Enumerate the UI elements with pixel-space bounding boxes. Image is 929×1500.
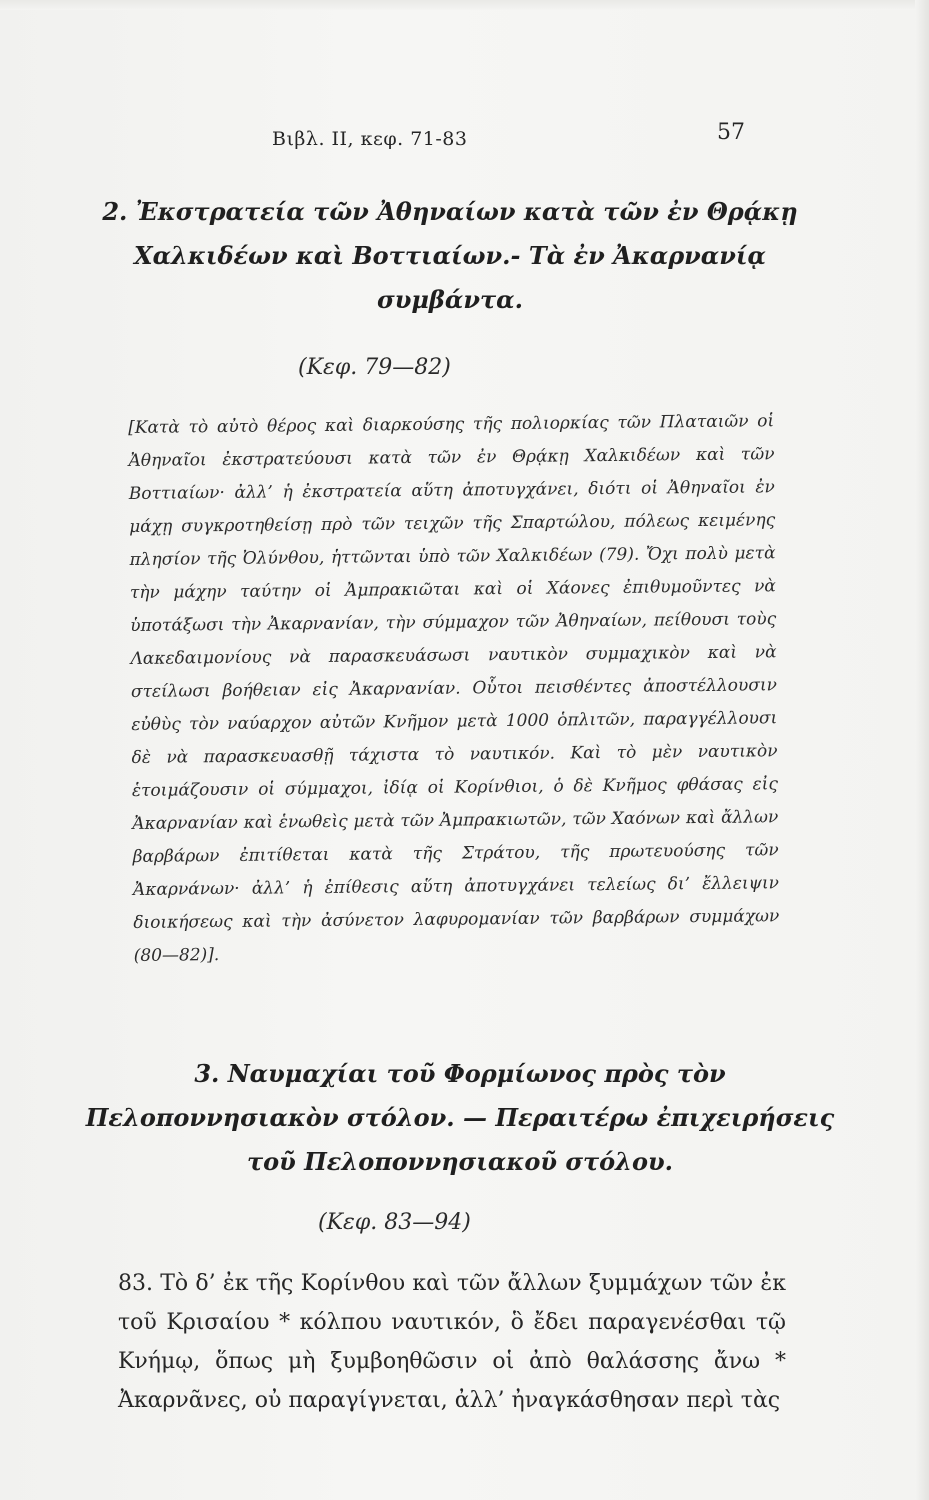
section-2-summary: [Κατὰ τὸ αὐτὸ θέρος καὶ διαρκούσης τῆς πολιορκίας τῶν Πλαταιῶν οἱ Ἀθηναῖοι ἐκστρατεύουσι κατὰ τῶν ἐν Θρᾴκῃ Χαλκιδέων καὶ τῶν Βοττιαίων· ἀλλ’ ἡ ἐκστρατεία αὕτη ἀποτυγχάνει, διότι οἱ Ἀθηναῖοι ἐν μάχῃ συγκροτηθείσῃ πρὸ τῶν τειχῶν τῆς Σπαρτώλου, πόλεως κειμένης πλησίον τῆς Ὀλύνθου, ἡττῶνται ὑπὸ τῶν Χαλκιδέων (79). Ὄχι πολὺ μετὰ τὴν μάχην ταύτην οἱ Ἀμπρακιῶται καὶ οἱ Χάονες ἐπιθυμοῦντες νὰ ὑποτάξωσι τὴν Ἀκαρνανίαν, τὴν σύμμαχον τῶν Ἀθηναίων, πείθουσι τοὺς Λακεδαιμονίους νὰ παρασκευάσωσι ναυτικὸν συμμαχικὸν καὶ νὰ στείλωσι βοήθειαν εἰς Ἀκαρνανίαν. Οὗτοι πεισθέντες ἀποστέλλουσιν εὐθὺς τὸν ναύαρχον αὐτῶν Κνῆμον μετὰ 1000 ὁπλιτῶν, παραγγέλλουσι δὲ νὰ παρασκευασθῇ τάχιστα τὸ ναυτικόν. Καὶ τὸ μὲν ναυτικὸν ἑτοιμάζουσιν οἱ σύμμαχοι, ἰδίᾳ οἱ Κορίνθιοι, ὁ δὲ Κνῆμος φθάσας εἰς Ἀκαρνανίαν καὶ ἑνωθεὶς μετὰ τῶν Ἀμπρακιωτῶν, τῶν Χαόνων καὶ ἄλλων βαρβάρων ἐπιτίθεται κατὰ τῆς Στράτου, τῆς πρωτευούσης τῶν Ἀκαρνάνων· ἀλλ’ ἡ ἐπίθεσις αὕτη ἀποτυγχάνει τελείως δι’ ἔλλειψιν διοικήσεως καὶ τὴν ἀσύνετον λαφυρομανίαν τῶν βαρβάρων συμμάχων (80—82)].: [128, 411, 780, 966]
scan-right-edge: [915, 0, 929, 1500]
section-2-chapter-ref: (Κεφ. 79—82): [298, 355, 451, 380]
running-header: Βιβλ. ΙΙ, κεφ. 71-83: [272, 128, 468, 150]
section-3-chapter-ref: (Κεφ. 83—94): [318, 1210, 471, 1235]
page-number: 57: [717, 120, 745, 145]
section-2-title: 2. Ἐκστρατεία τῶν Ἀθηναίων κατὰ τῶν ἐν Θρᾴκῃ Χαλκιδέων καὶ Βοττιαίων.- Τὰ ἐν Ἀκαρνανίᾳ συμβάντα.: [102, 197, 798, 314]
scan-top-edge: [0, 0, 929, 10]
section-3-title: 3. Ναυμαχίαι τοῦ Φορμίωνος πρὸς τὸν Πελοποννησιακὸν στόλον. — Περαιτέρω ἐπιχειρήσεις τοῦ Πελοποννησιακοῦ στόλου.: [85, 1059, 835, 1176]
chapter-83-text: 83. Τὸ δ’ ἐκ τῆς Κορίνθου καὶ τῶν ἄλλων ξυμμάχων τῶν ἐκ τοῦ Κρισαίου * κόλπου ναυτικόν, ὃ ἔδει παραγενέσθαι τῷ Κνήμῳ, ὅπως μὴ ξυμβοηθῶσιν οἱ ἀπὸ θαλάσσης ἄνω * Ἀκαρνᾶνες, οὐ παραγίγνεται, ἀλλ’ ἠναγκάσθησαν περὶ τὰς: [118, 1271, 786, 1413]
